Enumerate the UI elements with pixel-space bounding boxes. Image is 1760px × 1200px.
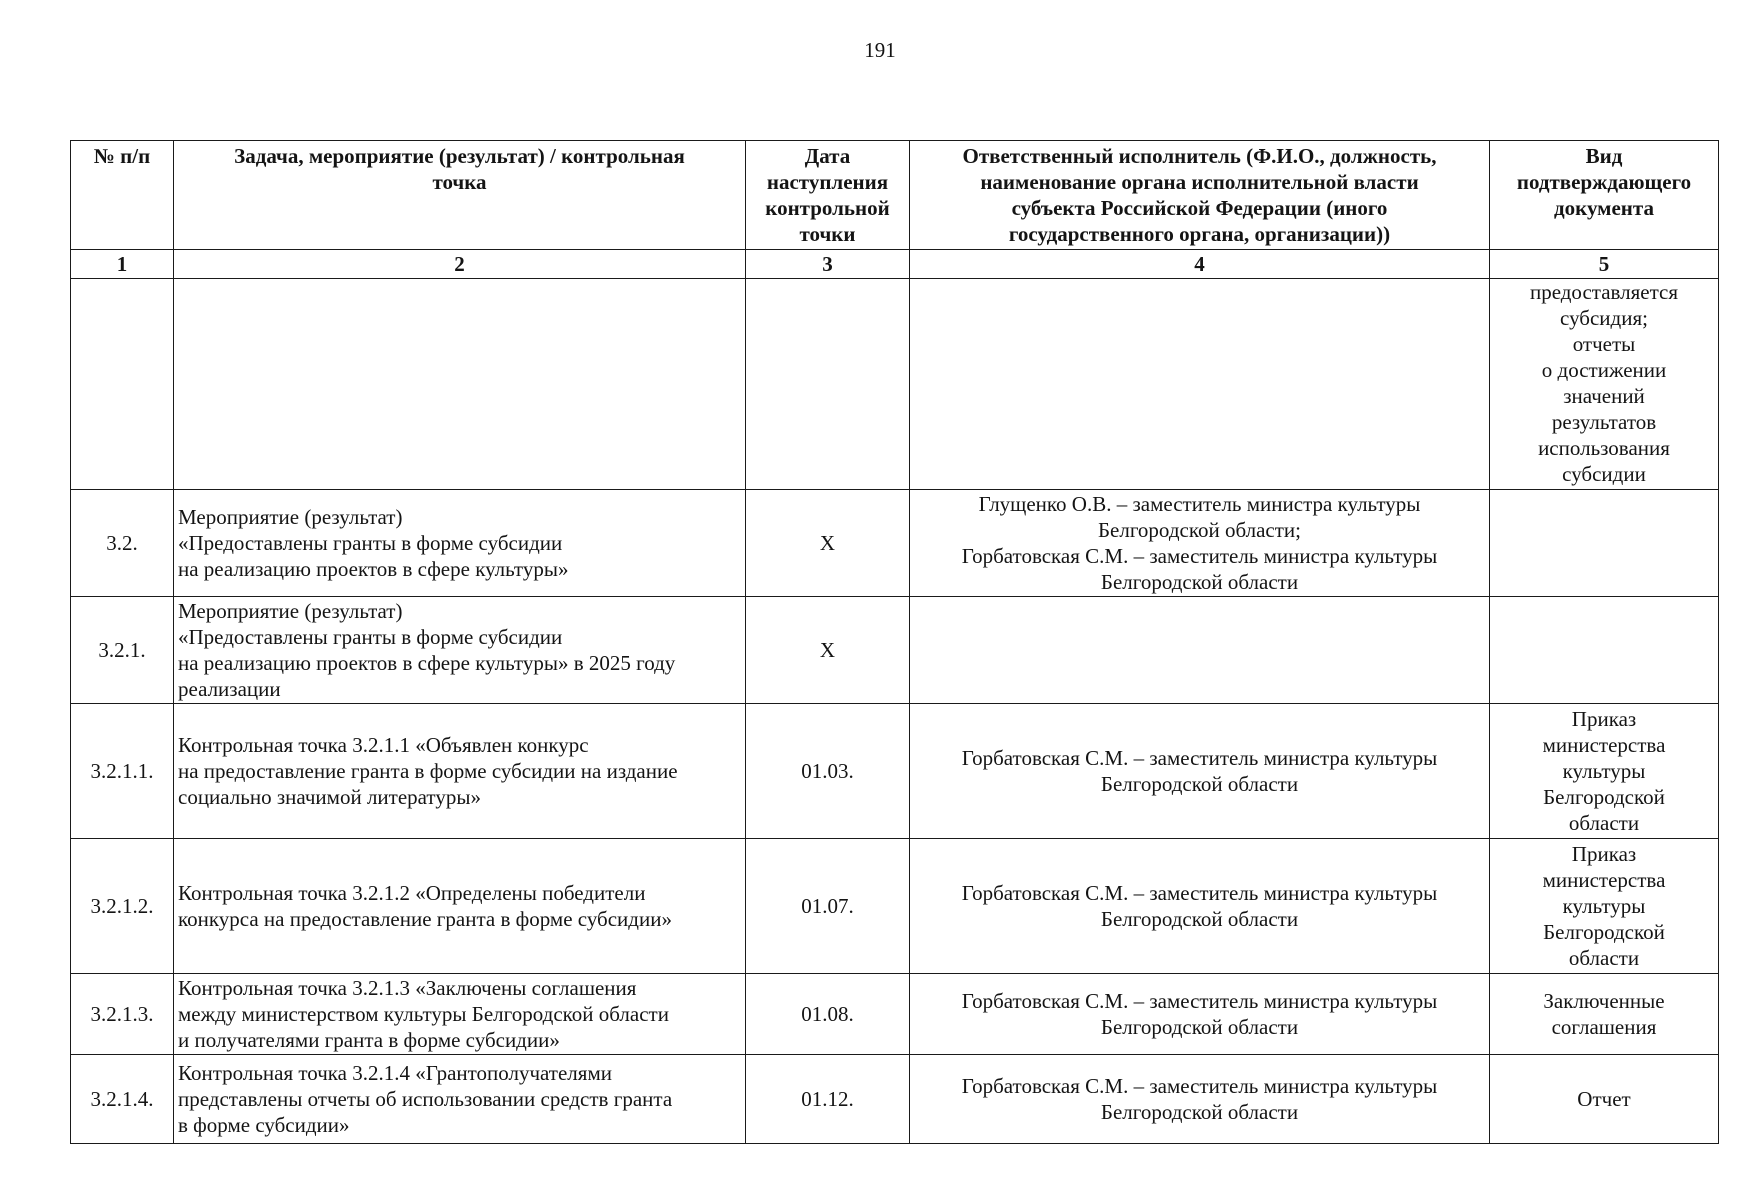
row-task: Контрольная точка 3.2.1.4 «Грантополучателями представлены отчеты об использовании средств гранта в форме субсидии» [174, 1055, 746, 1144]
row-document [1490, 597, 1719, 704]
row-executor: Горбатовская С.М. – заместитель министра культуры Белгородской области [910, 1055, 1490, 1144]
row-task: Мероприятие (результат) «Предоставлены гранты в форме субсидии на реализацию проектов в сфере культуры» [174, 490, 746, 597]
control-points-table [70, 140, 1719, 1144]
table-row [71, 279, 1719, 490]
row-executor: Горбатовская С.М. – заместитель министра культуры Белгородской области [910, 974, 1490, 1055]
row-executor [910, 279, 1490, 490]
header-document: Вид подтверждающего документа [1490, 141, 1719, 250]
row-document: Отчет [1490, 1055, 1719, 1144]
column-number-1: 1 [71, 250, 174, 279]
column-number-2: 2 [174, 250, 746, 279]
row-date: 01.12. [746, 1055, 910, 1144]
row-document: предоставляется субсидия; отчеты о достижении значений результатов использования субсидии [1490, 279, 1719, 490]
row-document: Заключенные соглашения [1490, 974, 1719, 1055]
row-document [1490, 490, 1719, 597]
row-executor [910, 597, 1490, 704]
row-task: Контрольная точка 3.2.1.1 «Объявлен конкурс на предоставление гранта в форме субсидии на издание социально значимой литературы» [174, 704, 746, 839]
row-date: 01.08. [746, 974, 910, 1055]
table-row [71, 839, 1719, 974]
row-task: Контрольная точка 3.2.1.2 «Определены победители конкурса на предоставление гранта в форме субсидии» [174, 839, 746, 974]
row-number [71, 279, 174, 490]
row-executor: Горбатовская С.М. – заместитель министра культуры Белгородской области [910, 704, 1490, 839]
table-row [71, 974, 1719, 1055]
row-date: Х [746, 597, 910, 704]
row-number: 3.2.1.3. [71, 974, 174, 1055]
table-row [71, 1055, 1719, 1144]
row-task: Контрольная точка 3.2.1.3 «Заключены соглашения между министерством культуры Белгородской области и получателями гранта в форме субсидии» [174, 974, 746, 1055]
header-date: Дата наступления контрольной точки [746, 141, 910, 250]
row-executor: Горбатовская С.М. – заместитель министра культуры Белгородской области [910, 839, 1490, 974]
row-date [746, 279, 910, 490]
row-executor: Глущенко О.В. – заместитель министра культуры Белгородской области; Горбатовская С.М. – заместитель министра культуры Белгородской области [910, 490, 1490, 597]
row-document: Приказ министерства культуры Белгородской области [1490, 839, 1719, 974]
header-executor: Ответственный исполнитель (Ф.И.О., должность, наименование органа исполнительной власти субъекта Российской Федерации (иного государственного органа, организации)) [910, 141, 1490, 250]
page-number: 191 [864, 38, 896, 62]
column-number-3: 3 [746, 250, 910, 279]
column-number-4: 4 [910, 250, 1490, 279]
table-row [71, 597, 1719, 704]
row-number: 3.2. [71, 490, 174, 597]
table-row [71, 490, 1719, 597]
table-row [71, 704, 1719, 839]
row-date: 01.03. [746, 704, 910, 839]
row-number: 3.2.1.2. [71, 839, 174, 974]
row-task: Мероприятие (результат) «Предоставлены гранты в форме субсидии на реализацию проектов в сфере культуры» в 2025 году реализации [174, 597, 746, 704]
row-document: Приказ министерства культуры Белгородской области [1490, 704, 1719, 839]
row-date: 01.07. [746, 839, 910, 974]
table-header-row [71, 141, 1719, 250]
header-number: № п/п [71, 141, 174, 250]
row-number: 3.2.1. [71, 597, 174, 704]
row-number: 3.2.1.1. [71, 704, 174, 839]
row-number: 3.2.1.4. [71, 1055, 174, 1144]
column-number-5: 5 [1490, 250, 1719, 279]
row-date: Х [746, 490, 910, 597]
column-numbering-row [71, 250, 1719, 279]
row-task [174, 279, 746, 490]
header-task: Задача, мероприятие (результат) / контрольная точка [174, 141, 746, 250]
